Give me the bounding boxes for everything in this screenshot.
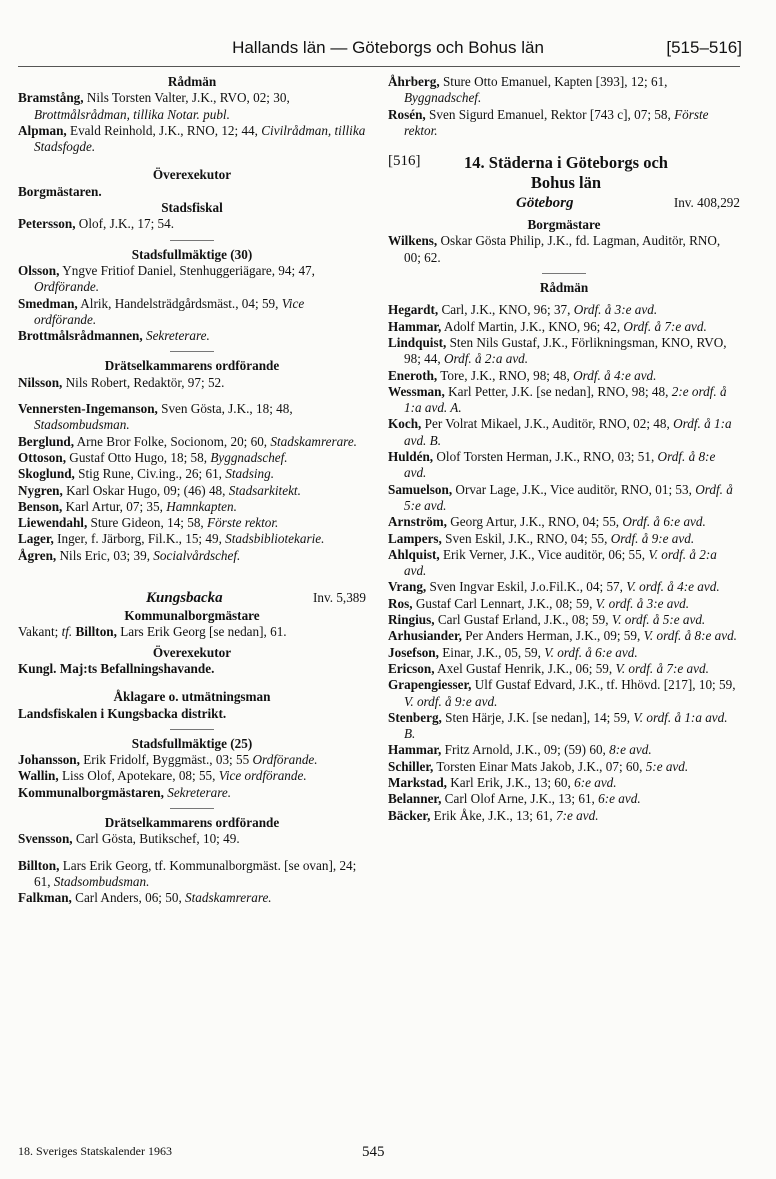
list-item [388,302,740,318]
list-item [18,785,366,801]
entry-name: Wallin, [18,768,59,784]
list-item [388,233,740,266]
dratsel-heading: Drätselkammarens ordförande [104,358,280,374]
entry-details: Carl Olof Arne, J.K., 13; 61, [441,791,599,807]
aklagare-heading: Åklagare o. utmätningsman [113,689,271,705]
kommunal-heading: Kommunalborgmästare [124,608,260,624]
entry-name: Markstad, [388,774,447,790]
divider [542,273,586,274]
entry-details: Adolf Martin, J.K., KNO, 96; 42, [441,318,624,334]
borgmastaren-line: Borgmästaren. [18,183,102,199]
dratsel-heading-kb: Drätselkammarens ordförande [104,814,280,830]
divider [170,351,214,352]
entry-role: Socialvårdschef. [153,547,241,563]
radman-list [18,90,366,155]
list-item [388,612,740,628]
entry-name: Arhusiander, [388,628,462,644]
entry-name: Billton, [72,624,117,640]
list-item [388,416,740,449]
list-item [388,645,740,661]
entry-role: Stadsombudsman. [53,873,150,889]
entry-details: Carl, J.K., KNO, 96; 37, [438,302,574,318]
list-item [18,434,366,450]
entry-name: Kommunalborgmästaren, [18,784,164,800]
entry-name: Bäcker, [388,807,431,823]
entry-details: Erik Verner, J.K., Vice auditör, 06; 55, [439,546,649,562]
list-item [18,328,366,344]
header-title: Hallands län — Göteborgs och Bohus län [232,38,544,57]
entry-details: Sven Gösta, J.K., 18; 48, [157,401,293,417]
entry-details: Carl Gösta, Butikschef, 10; 49. [72,831,240,847]
entry-details: Gustaf Otto Hugo, 18; 58, [66,449,211,465]
entry-role: Ordf. å 1:a avd. B. [404,416,732,448]
entry-role: Vice ordförande. [218,768,307,784]
list-item [18,768,366,784]
entry-details: Sven Eskil, J.K., RNO, 04; 55, [441,530,611,546]
list-item [388,368,740,384]
entry-role: 2:e ordf. å 1:a avd. A. [404,383,727,416]
entry-role: V. ordf. å 2:a avd. [404,546,717,579]
entry-name: Schiller, [388,758,434,774]
entry-role: Ordf. å 7:e avd. [623,318,707,334]
spacer [18,391,366,401]
borgmastare-list [388,233,740,266]
entry-role: V. ordf. å 8:e avd. [643,628,737,644]
entry-name: Johansson, [18,752,80,768]
section-heading [388,149,740,193]
entry-role: Ordförande. [34,279,100,295]
entry-name: Benson, [18,498,63,514]
entry-details: Karl Artur, 07; 35, [62,498,167,514]
running-header [0,38,776,64]
entry-details: Karl Oskar Hugo, 09; (46) 48, [62,482,229,498]
divider [170,808,214,809]
entry-details: Sture Gideon, 14; 58, [87,515,208,531]
entry-role: Ordf. å 2:a avd. [443,351,529,367]
entry-name: Ottoson, [18,449,66,465]
entry-name: Grapengiesser, [388,677,472,693]
list-item [18,296,366,329]
city-heading-kungsbacka [18,590,366,608]
entry-details: Sven Sigurd Emanuel, Rektor [743 c], 07; 58, [425,106,675,122]
entry-role: V. ordf. å 1:a avd. B. [404,709,728,742]
entry-name: Samuelson, [388,481,453,497]
entry-details: Olof Torsten Herman, J.K., RNO, 03; 51, [433,449,658,465]
dratsel-list-kb [18,831,366,847]
officials-list [18,401,366,564]
list-item [18,466,366,482]
entry-role: Civilrådman, tillika Stadsfogde. [34,122,366,155]
list-item [388,335,740,368]
entry-name: Nilsson, [18,374,63,390]
entry-role: Stadskamrerare. [185,890,272,906]
city-heading-goteborg [388,195,740,213]
list-item [388,596,740,612]
list-item [18,831,366,847]
overexekutor-heading-kb: Överexekutor [152,644,232,660]
entry-role: 5:e avd. [645,758,689,774]
entry-name: Stenberg, [388,709,442,725]
entry-details: Arne Bror Folke, Socionom, 20; 60, [74,433,271,449]
list-item [388,579,740,595]
entry-details: Karl Erik, J.K., 13; 60, [446,774,575,790]
entry-name: Billton, [18,857,60,873]
entry-name: Wessman, [388,383,445,399]
tf-label: tf. [61,624,73,640]
list-item [18,752,366,768]
entry-name: Josefson, [388,644,439,660]
list-item [388,74,740,107]
entry-details: Einar, J.K., 05, 59, [438,644,545,660]
entry-details: Georg Artur, J.K., RNO, 04; 55, [446,514,623,530]
entry-name: Brottmålsrådmannen, [18,328,143,344]
page-number: 545 [362,1144,385,1160]
entry-role: Ordf. å 5:e avd. [404,481,733,513]
entry-role: Ordf. å 4:e avd. [573,367,657,383]
list-item [18,123,366,156]
entry-details: Oskar Gösta Philip, J.K., fd. Lagman, Auditör, RNO, 00; 62. [404,233,721,265]
header-rule [18,66,740,67]
entry-name: Hammar, [388,318,442,334]
entry-details: Torsten Einar Mats Jakob, J.K., 07; 60, [433,758,646,774]
entry-details: Lars Erik Georg [se nedan], 61. [116,624,287,640]
entry-name: Falkman, [18,890,72,906]
entry-role: Sekreterare. [145,328,210,344]
entry-role: Stadsarkitekt. [228,482,301,498]
right-column [388,74,740,824]
entry-details: Orvar Lage, J.K., Vice auditör, RNO, 01; 53, [452,481,696,497]
footer-source: 18. Sveriges Statskalender 1963 [18,1144,172,1158]
top-list [388,74,740,139]
list-item [388,677,740,710]
entry-details: Carl Anders, 06; 50, [71,890,186,906]
entry-role: Ordförande. [252,752,318,768]
entry-name: Smedman, [18,295,78,311]
list-item [388,808,740,824]
entry-role: Förste rektor. [207,515,279,531]
list-item [388,547,740,580]
entry-name: Koch, [388,416,422,432]
list-item [388,514,740,530]
entry-name: Olsson, [18,262,60,278]
city-name: Kungsbacka [146,590,223,607]
entry-details: Carl Gustaf Erland, J.K., 08; 59, [434,612,612,628]
entry-role: Förste rektor. [404,106,709,138]
header-page-ref: [515–516] [666,38,742,57]
entry-name: Liewendahl, [18,515,88,531]
entry-details: Per Volrat Mikael, J.K., Auditör, RNO, 02; 48, [421,416,674,432]
list-item [388,384,740,417]
list-item [18,531,366,547]
list-item [18,890,366,906]
entry-details: Sven Ingvar Eskil, J.o.Fil.K., 04; 57, [426,579,627,595]
list-item [388,759,740,775]
entry-name: Arnström, [388,514,447,530]
entry-name: Ringius, [388,612,435,628]
entry-name: Svensson, [18,831,73,847]
list-item [388,775,740,791]
entry-details: Nils Robert, Redaktör, 97; 52. [62,374,225,390]
list-item [388,107,740,140]
entry-details: Yngve Fritiof Daniel, Stenhuggeriägare, 94; 47, [59,262,315,278]
divider [170,240,214,241]
entry-details: Olof, J.K., 17; 54. [75,216,175,232]
entry-name: Eneroth, [388,367,438,383]
city-name: Göteborg [516,195,574,212]
borgmastare-heading: Borgmästare [527,217,601,233]
stadsfiskal-heading: Stadsfiskal [161,200,223,216]
entry-name: Åhrberg, [388,74,440,89]
entry-role: 8:e avd. [609,742,652,758]
entry-details: Erik Åke, J.K., 13; 61, [430,807,557,823]
entry-details: Evald Reinhold, J.K., RNO, 12; 44, [66,122,262,138]
list-item [18,263,366,296]
city-inhabitants: Inv. 408,292 [673,195,740,211]
list-item [18,499,366,515]
entry-name: Ågren, [18,547,57,563]
entry-role: Stadskamrerare. [270,433,357,449]
entry-name: Alpman, [18,122,67,138]
entry-name: Lampers, [388,530,442,546]
entry-role: Ordf. å 9:e avd. [610,530,695,546]
entry-name: Rosén, [388,106,426,122]
entry-details: Nils Eric, 03; 39, [56,547,154,563]
vakant-label: Vakant; [18,624,62,640]
entry-details: Ulf Gustaf Edvard, J.K., tf. Hhövd. [217], 10; 59, [471,677,736,693]
stadsfullmaktige-heading-kb: Stadsfullmäktige (25) [131,735,253,751]
list-item [388,319,740,335]
entry-name: Hammar, [388,742,442,758]
entry-details: Lars Erik Georg, tf. Kommunalborgmäst. [se ovan], 24; 61, [34,857,357,889]
list-item [388,710,740,743]
stadsfullmaktige-list-kb [18,752,366,801]
section-number: [516] [388,153,421,170]
entry-details: Karl Petter, J.K. [se nedan], RNO, 98; 48, [444,383,672,399]
entry-name: Vennersten-Ingemanson, [18,401,158,417]
list-item [388,791,740,807]
entry-role: Vice ordförande. [34,295,305,327]
list-item [18,483,366,499]
landsfiskalen-line: Landsfiskalen i Kungsbacka distrikt. [18,705,227,721]
entry-role: V. ordf. å 4:e avd. [626,579,720,595]
radman-list-gbg [388,302,740,824]
entry-role: V. ordf. å 9:e avd. [404,693,498,709]
entry-name: Ahlquist, [388,546,440,562]
entry-details: Erik Fridolf, Byggmäst., 03; 55 [79,752,253,768]
list-item [388,742,740,758]
entry-role: Stadsing. [225,466,275,482]
entry-name: Nygren, [18,482,63,498]
entry-role: Hamnkapten. [166,498,237,514]
vakant-entry [18,624,366,640]
entry-name: Berglund, [18,433,75,449]
spacer [18,848,366,858]
entry-role: Ordf. å 8:e avd. [404,449,716,481]
officials-list-kb [18,858,366,907]
entry-role: Byggnadschef. [210,449,288,465]
entry-details: Per Anders Herman, J.K., 09; 59, [461,628,644,644]
list-item [18,216,366,232]
list-item [388,482,740,515]
entry-name: Huldén, [388,449,434,465]
dratsel-list [18,375,366,391]
list-item [18,548,366,564]
list-item [18,450,366,466]
entry-name: Belanner, [388,791,442,807]
list-item [388,449,740,482]
entry-details: Sture Otto Emanuel, Kapten [393], 12; 61, [439,74,668,89]
entry-name: Ericson, [388,660,435,676]
entry-name: Lager, [18,531,54,547]
entry-role: Stadsombudsman. [34,417,130,433]
entry-role: 6:e avd. [598,791,641,807]
stadsfullmaktige-list [18,263,366,344]
radman-heading-gbg: Rådmän [539,280,589,296]
entry-role: V. ordf. å 6:e avd. [544,644,638,660]
entry-details: Sten Härje, J.K. [se nedan], 14; 59, [441,709,634,725]
left-column [18,74,366,906]
entry-role: Sekreterare. [167,784,232,800]
entry-name: Vrang, [388,579,427,595]
entry-details: Fritz Arnold, J.K., 09; (59) 60, [441,742,610,758]
divider [170,729,214,730]
list-item [18,858,366,891]
entry-name: Bramstång, [18,90,84,106]
kungl-line: Kungl. Maj:ts Befallningshavande. [18,660,215,676]
entry-role: 7:e avd. [556,807,599,823]
entry-name: Lindquist, [388,334,447,350]
section-title: 14. Städerna i Göteborgs och Bohus län [464,153,668,193]
entry-role: V. ordf. å 7:e avd. [615,660,709,676]
entry-role: V. ordf. å 5:e avd. [611,612,706,628]
entry-name: Wilkens, [388,233,438,249]
city-inhabitants: Inv. 5,389 [313,590,366,606]
entry-details: Nils Torsten Valter, J.K., RVO, 02; 30, [83,90,290,106]
list-item [18,90,366,123]
entry-name: Skoglund, [18,466,75,482]
entry-details: Stig Rune, Civ.ing., 26; 61, [74,466,226,482]
list-item [388,531,740,547]
list-item [388,628,740,644]
list-item [388,661,740,677]
entry-name: Hegardt, [388,302,439,318]
entry-details: Gustaf Carl Lennart, J.K., 08; 59, [412,595,596,611]
entry-role: Byggnadschef. [404,90,482,106]
entry-details: Sten Nils Gustaf, J.K., Förlikningsman, KNO, RVO, 98; 44, [404,334,727,367]
entry-role: V. ordf. å 3:e avd. [595,595,690,611]
entry-details: Tore, J.K., RNO, 98; 48, [437,367,574,383]
list-item [18,515,366,531]
entry-role: Ordf. å 3:e avd. [573,302,658,318]
overexekutor-heading: Överexekutor [152,167,232,183]
entry-name: Petersson, [18,216,76,232]
stadsfiskal-list [18,216,366,232]
entry-details: Inger, f. Järborg, Fil.K., 15; 49, [53,531,226,547]
entry-role: Ordf. å 6:e avd. [622,514,706,530]
radman-heading: Rådmän [167,74,217,89]
entry-details: Alrik, Handelsträdgårdsmäst., 04; 59, [77,295,282,311]
stadsfullmaktige-heading: Stadsfullmäktige (30) [131,246,253,262]
entry-role: Stadsbibliotekarie. [225,531,325,547]
list-item [18,375,366,391]
entry-role: 6:e avd. [574,774,617,790]
entry-role: Brottmålsrådman, tillika Notar. publ. [34,106,230,122]
entry-details: Liss Olof, Apotekare, 08; 55, [58,768,219,784]
entry-details: Axel Gustaf Henrik, J.K., 06; 59, [434,660,616,676]
list-item [18,401,366,434]
entry-name: Ros, [388,595,413,611]
